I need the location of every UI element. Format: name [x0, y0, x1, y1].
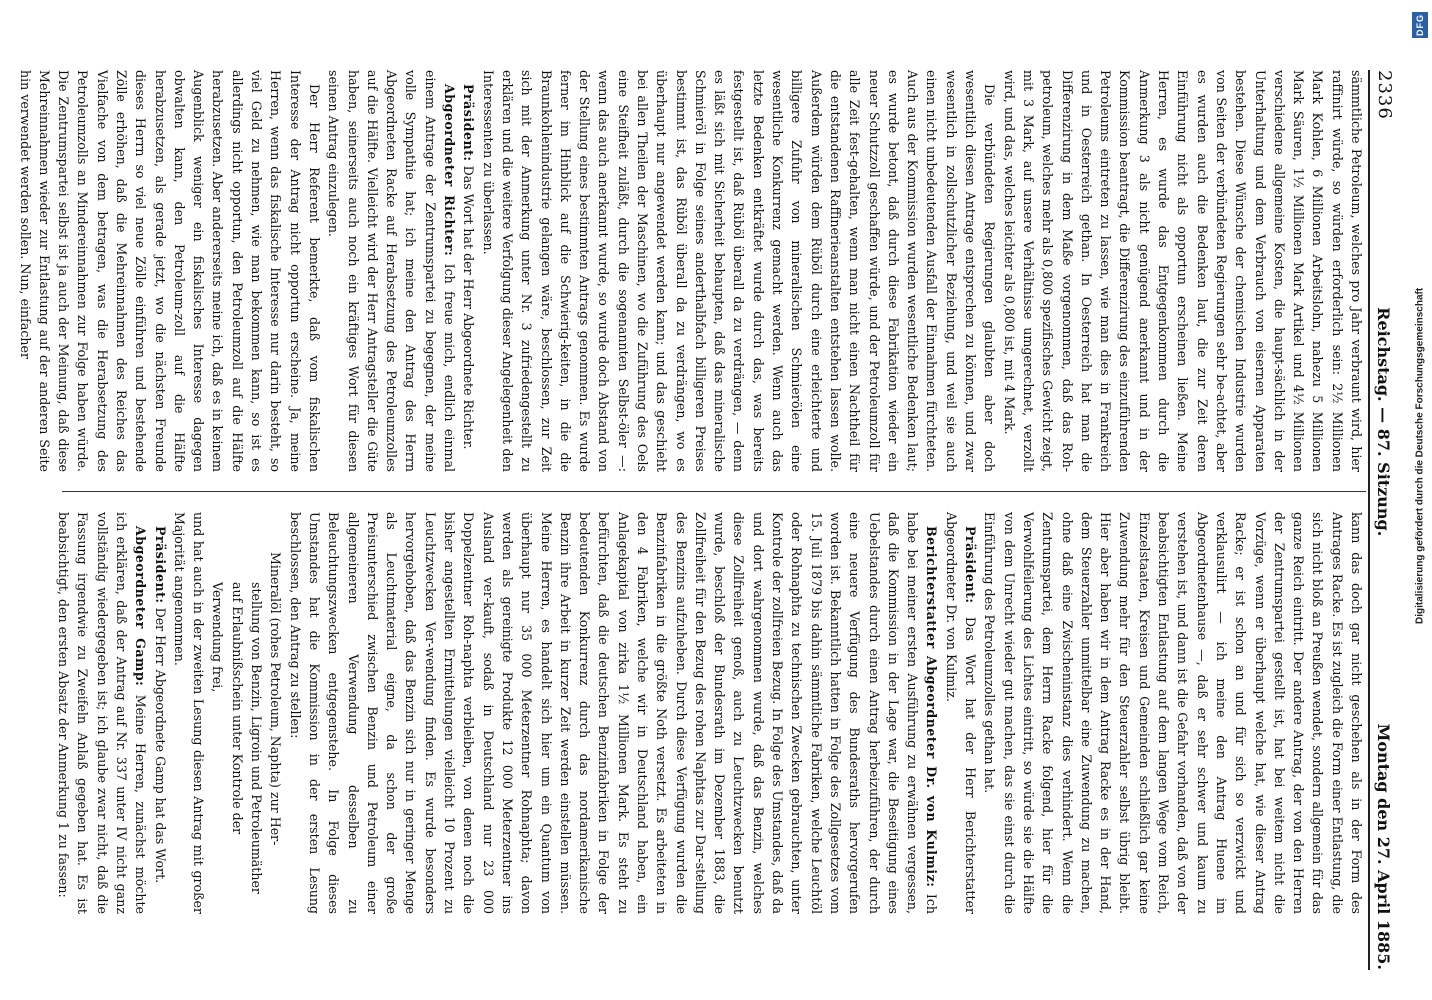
paragraph-text: kann das doch gar nicht geschehen als in der Form des Antrages Racke. Es ist zugleich die Form einer Entlastung, die sich nicht bloß an Preußen wendet, sondern allgemein für das ganze Reich eintritt. Der andere Antrag, der von den Herren der Zentrumspartei gestellt ist, hat bei weitem nicht die Vorzüge, wenn er überhaupt welche hat, wie dieser Antrag Racke; er ist schon an und für sich so verzwickt und verklausulirt — ich meine den Antrag Huene im Abgeordnetenhause —, daß er sehr schwer und kaum zu verstehen ist, und dann ist die Gefahr vorhanden, daß von der beabsichtigten Entlastung auf dem langen Wege vom Reich, Einzelstaaten, Kreisen und Gemeinden schließlich gar keine Zuwendung mehr für den Steuerzahler selbst übrig bleibt. Hier aber haben wir in dem Antrag Racke es in der Hand, dem Steuerzahler unmittelbar eine Zuwendung zu machen, ohne daß eine Zwischeninstanz dies verhindert. Wenn die Zentrumspartei, dem Herrn Racke folgend, hier für die Verwohlfeilerung des Lichtes eintritt, so würde sie die Hälfte von dem Unrecht wieder gut machen, das sie einst durch die Einführung des Petroleumzolles gethan hat.	[982, 512, 1364, 914]
left-column	[17, 70, 1366, 472]
paragraph	[459, 70, 478, 472]
paragraph	[478, 70, 999, 472]
session-date: Montag den 27. April 1885.	[1374, 723, 1393, 970]
paragraph	[941, 512, 980, 914]
speaker-name: Abgeordneter Gamp:	[133, 526, 149, 687]
rotated-document-page	[2, 0, 1432, 1000]
header-rule	[1368, 70, 1370, 970]
paragraph-text: stellung von Benzin, Ligroin und Petroleumäther auf Erlaubnißschein unter Kontrole der Verwendung frei,	[210, 582, 265, 894]
paragraph-text: Der Herr Abgeordnete Gamp hat das Wort.	[152, 607, 168, 884]
paragraph	[324, 70, 459, 472]
quoted-motion-line	[266, 512, 285, 914]
paragraph-text: Ich habe bei meiner ersten Ausführung zu erwähnen vergessen, daß die Kommission in der Lage war, die Beseitigung eines Uebelstandes durch einen Antrag herbeizuführen, der durch eine neuere Verfügung des Bundesraths hervorgerufen worden ist. Bekanntlich hatten in Folge des Zollgesetzes vom 15. Juli 1879 bis dahin sämmtliche Fabriken, welche Leuchtöl oder Rohnaphta zu technischen Zwecken gebrauchten, unter Kontrole der zollfreien Bezug. In Folge des Umstandes, daß da und dort wahrgenommen wurde, daß das Benzin, welches diese Zollfreiheit genoß, auch zu Leuchtzwecken benutzt wurde, beschloß der Bundesrath im Dezember 1883, die Zollfreiheit für den Bezug des rohen Naphtas zur Dar-stellung des Benzins aufzuheben. Durch diese Verfügung wurden die Benzinfabriken in die größte Noth versetzt. Es arbeiteten in den 4 Fabriken, welche wir in Deutschland haben, ein Anlagekapital von zirka 1½ Millionen Mark. Es steht zu befürchten, daß die deutschen Benzinfabriken in Folge der bedeutenden Konkurrenz durch das nordamerikanische Benzin ihre Arbeit in kurzer Zeit werden einstellen müssen. Meine Herren, es handelt sich hier um ein Quantum von überhaupt nur 35 000 Meterzentner Rohnaphta; davon werden als gereinigte Produkte 12 000 Meterzentner ins Ausland ver-kauft, sodaß in Deutschland nur 23 000 Doppelzentner Roh-naphta verbleiben, von denen noch die bisher angestellten Ermittelungen vielleicht 10 Prozent zu Leuchtzwecken Ver-wendung finden. Es wurde besonders hervorgehoben, daß das Benzin sich nur in geringer Menge als Leuchtmaterial eigne, da schon der große Preisunterschied zwischen Benzin und Petroleum einer allgemeineren Verwendung desselben zu Beleuchtungszwecken entgegenstehe. In Folge dieses Umstandes hat die Kommission in der ersten Lesung beschlossen, den Antrag zu stellen:	[287, 512, 940, 914]
speaker-name: Berichterstatter Abgeordneter Dr. von Kulmiz:	[924, 526, 940, 888]
speaker-name: Abgeordneter Richter:	[442, 84, 458, 257]
paragraph	[54, 512, 150, 914]
page-number: 2336	[1374, 70, 1395, 120]
paragraph	[15, 70, 324, 472]
paragraph-text: Meine Herren, zunächst möchte ich erklären, daß der Antrag auf Nr. 337 unter IV nicht ganz vollständig wiedergegeben ist; ich glaube zwar nicht, daß die Fassung irgendwie zu Zweifeln Anlaß gegeben hat. Es ist beabsichtigt, den ersten Absatz der Anmerkung 1 zu fassen:	[56, 512, 149, 915]
paragraph-text: Mineralöl (rohes Petroleum, Naphta) zur Her-	[268, 552, 284, 846]
paragraph-text: und hat auch in der zweiten Lesung diesen Antrag mit großer Majorität angenommen.	[171, 512, 207, 914]
paragraph-text: Das Wort hat der Herr Abgeordnete Richter.	[461, 165, 477, 450]
paragraph	[285, 512, 941, 914]
column-divider	[62, 491, 1366, 492]
paragraph	[150, 512, 169, 914]
speaker-name: Präsident:	[152, 526, 168, 604]
paragraph-text: Ich freue mich, endlich einmal einem Antrage der Zentrumspartei zu begegnen, der meine volle Sympathie hat; ich meine den Antrag des Herrn Abgeordneten Racke auf Herabsetzung des Petroleumzolles auf die Hälfte. Vielleicht wird der Herr Antragsteller die Güte haben, seinerseits auch noch ein kräftiges Wort für diesen seinen Antrag einzulegen.	[326, 70, 458, 472]
running-title: Reichstag. — 87. Sitzung.	[1374, 307, 1393, 537]
funding-stamp: Digitalisierung gefördert durch die Deutsche Forschungsgemeinschaft	[1414, 287, 1426, 624]
digitization-sidebar	[1408, 0, 1432, 1000]
speaker-name: Präsident:	[963, 526, 979, 604]
paragraph-text: Der Herr Referent bemerkte, daß vom fiskalischen Interesse der Antrag nicht opportun erscheine. Ja, meine Herren, wenn das fiskalische Interesse nur darin besteht, so viel Geld zu nehmen, wie man bekommen kann, so ist es allerdings nicht opportun, den Petroleumzoll auf die Hälfte herabzusetzen. Aber andererseits meine ich, daß es in keinem Augenblick weniger ein fiskalisches Interesse dagegen obwalten kann, den Petroleum-zoll auf die Hälfte herabzusetzen, als gerade jetzt, wo die nächsten Freunde dieses Herrn so viel neue Zölle einführen und bestehende Zölle erhöhen, daß die Mehreinnahmen des Reiches das Vielfache von dem betragen, was die Herabsetzung des Petroleumzolls an Mindereinnahmen zur Folge haben würde. Die Zentrumspartei selbst ist ja auch der Meinung, daß diese Mehreinnahmen wieder zur Entlastung auf der anderen Seite hin verwendet werden sollen. Nun, einfacher	[17, 70, 322, 472]
speaker-name: Präsident:	[461, 84, 477, 162]
paragraph-text: Das Wort hat der Herr Berichterstatter Abgeordneter Dr. von Kulmiz.	[943, 512, 979, 914]
paragraph-text: Die verbündeten Regierungen glaubten aber doch wesentlich diesen Antrage entsprechen zu können, und zwar wesentlich in zollschutzlicher Beziehung, und weil sie auch einen nicht unbedeutenden Ausfall der Einnahmen fürchteten. Auch aus der Kommission wurden wesentliche Bedenken laut; es wurde betont, daß durch diese Fabrikation wieder ein neuer Schutzzoll geschaffen würde, und der Petroleumzoll für alle Zeit fest-gehalten, wenn man nicht einen Nachtheil für die entstandenen Raffinerieanstalten entstehen lassen wolle. Außerdem würden dem Rüböl durch eine erleichterte und billigere Zufuhr von mineralischen Schmierölen eine wesentliche Konkurrenz gemacht werden. Wenn auch das letzte Bedenken entkräftet wurde durch das, was bereits festgestellt ist, daß Rüböl überall da zu verdrängen, — denn es läßt sich mit Sicherheit behaupten, daß das mineralische Schmieröl in Folge seines anderthalbfach billigeren Preises bestimmt ist, das Rüböl überall da zu verdrängen, wo es überhaupt nur angewendet werden kann; und das geschieht bei allen Theilen der Maschinen, wo die Zuführung des Oels eine Steifheit zuläßt, durch die sogenannten Selbst-öler —: wenn das auch anerkannt wurde, so wurde doch Abstand von der Stellung eines bestimmten Antrags genommen. Es wurde ferner im Hinblick auf die Schwierig-keiten, in die die Braunkohlenindustrie gelangen wäre, beschlossen, zur Zeit sich mit der Anmerkung unter Nr. 3 zufriedengestellt zu erklären und die weitere Verfolgung dieser Angelegenheit den Interessenten zu überlassen.	[480, 70, 998, 472]
paragraph-text: sämmtliche Petroleum, welches pro Jahr verbraunt wird, hier raffinirt würde, so würden erforderlich sein: 2½ Millionen Mark Kohlen, 6 Millionen Arbeitslohn, nahezu 5 Millionen Mark Säuren, 1½ Millionen Mark Artikel und 4½ Millionen verschiedene allgemeine Kosten, die haupt-sächlich in der Unterhaltung und dem Verbrauch von eisernen Apparaten bestehen. Diese Wünsche der chemischen Industrie wurden von Seiten der verbündeten Regierungen sehr be-achtet, aber es wurden auch die Bedenken laut, die zur Zeit deren Einführung nicht als opportun erscheinen ließen. Meine Herren, es wurde das Entgegenkommen durch die Anmerkung 3 als nicht genügend anerkannt und in der Kommission beantragt, die Differenzirung des einzuführenden Petroleums eintreten zu lassen, wie man dies in Frankreich und in Oesterreich gethan. In Oesterreich hat man die Differenzirung in dem Maße vorgenommen, daß das Roh-petroleum, welches mehr als 0,800 spezifisches Gewicht zeigt, mit 3 Mark, auf unsere Verhältnisse umgerechnet, verzollt wird, und das, welches leichter als 0,800 ist, mit 4 Mark.	[1001, 70, 1364, 472]
paragraph	[170, 512, 209, 914]
dfg-logo: DFG	[1412, 12, 1428, 38]
page-header	[1374, 70, 1400, 970]
quoted-motion-line	[208, 512, 266, 914]
paragraph	[980, 512, 1366, 914]
paragraph	[999, 70, 1366, 472]
right-column	[50, 512, 1366, 914]
